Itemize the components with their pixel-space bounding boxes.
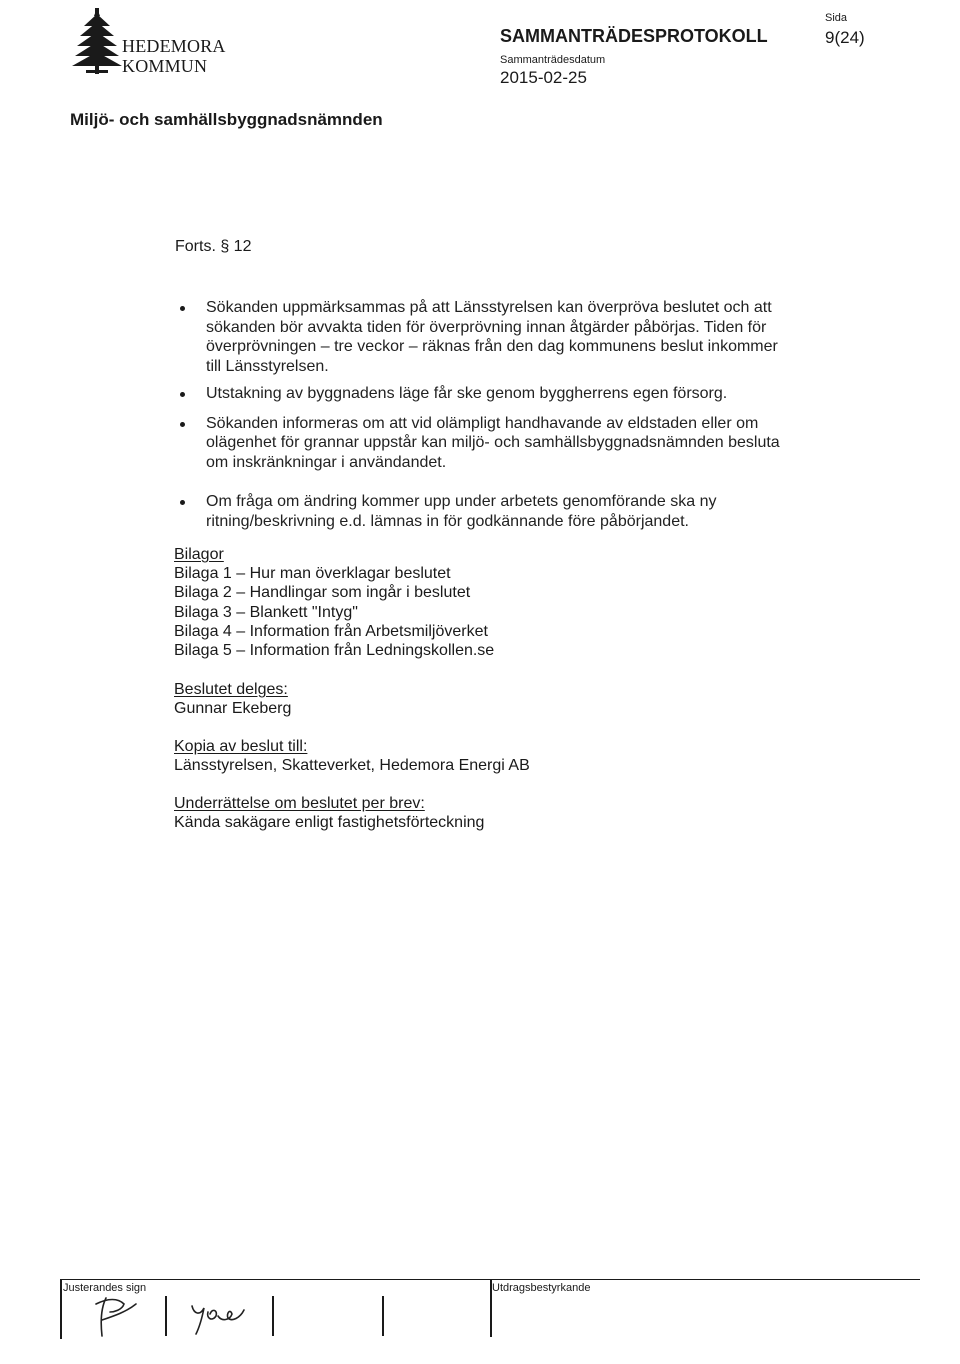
decision-notified-section [174, 680, 774, 718]
attachment-item: Bilaga 4 – Information från Arbetsmiljöverket [174, 622, 488, 640]
attachments-section [174, 545, 774, 660]
committee-name: Miljö- och samhällsbyggnadsnämnden [70, 110, 383, 129]
bullet-icon [180, 422, 185, 427]
list-item [175, 384, 795, 404]
letter-notice-recipients: Kända sakägare enligt fastighetsförteckning [174, 814, 485, 832]
page-number: 9(24) [825, 28, 865, 47]
extract-certification-label: Utdragsbestyrkande [492, 1282, 591, 1294]
document-title: SAMMANTRÄDESPROTOKOLL [500, 26, 768, 46]
letter-notice-section [174, 794, 774, 832]
meeting-date-label: Sammanträdesdatum [500, 54, 606, 66]
continued-section-heading: Forts. § 12 [175, 238, 252, 255]
attachment-item: Bilaga 1 – Hur man överklagar beslutet [174, 565, 451, 583]
list-item [175, 492, 795, 531]
logo-name-line1: HEDEMORA [122, 36, 226, 56]
page-label: Sida [825, 12, 848, 24]
attachments-heading: Bilagor [174, 546, 224, 563]
bullet-icon [180, 392, 185, 397]
signature-divider [165, 1296, 167, 1336]
copy-to-recipients: Länsstyrelsen, Skatteverket, Hedemora Energi AB [174, 757, 530, 775]
list-item-text: Sökanden uppmärksammas på att Länsstyrelsen kan överpröva beslutet och att sökanden bör avvakta tiden för överprövning innan åtgärder påbörjas. Tiden för överprövningen – tre veckor – räknas från den dag kommunens beslut inkommer till Länsstyrelsen. [206, 299, 778, 375]
attachment-item: Bilaga 5 – Information från Ledningskollen.se [174, 642, 495, 660]
signature-divider [382, 1296, 384, 1336]
bullet-icon [180, 306, 185, 311]
signature-divider [272, 1296, 274, 1336]
copy-to-heading: Kopia av beslut till: [174, 738, 308, 755]
decision-notified-recipient: Gunnar Ekeberg [174, 700, 292, 718]
list-item-text: Om fråga om ändring kommer upp under arbetets genomförande ska ny ritning/beskrivning e.d. lämnas in för godkännande före påbörjandet. [206, 493, 717, 530]
municipality-logo [72, 6, 232, 84]
list-item [175, 298, 795, 376]
bullet-icon [180, 500, 185, 505]
attachment-item: Bilaga 3 – Blankett "Intyg" [174, 603, 358, 621]
list-item [175, 414, 795, 473]
handwritten-signature-2 [186, 1292, 256, 1338]
attachment-item: Bilaga 2 – Handlingar som ingår i beslutet [174, 584, 471, 602]
logo-name-line2: KOMMUN [122, 56, 208, 76]
list-item-text: Sökanden informeras om att vid olämpligt handhavande av eldstaden eller om olägenhet för grannar uppstår kan miljö- och samhällsbyggnadsnämnden besluta om inskränkningar i användandet. [206, 414, 780, 471]
meeting-date-value: 2015-02-25 [500, 68, 587, 87]
decision-notified-heading: Beslutet delges: [174, 681, 288, 698]
list-item-text: Utstakning av byggnadens läge får ske genom byggherrens egen försorg. [206, 385, 728, 402]
adjuster-signature-label: Justerandes sign [63, 1282, 147, 1294]
copy-to-section [174, 737, 774, 775]
logo-name [122, 36, 226, 76]
decision-conditions-list [175, 298, 795, 531]
handwritten-signature-1 [88, 1290, 148, 1342]
letter-notice-heading: Underrättelse om beslutet per brev: [174, 795, 425, 812]
fir-tree-logo-icon [72, 6, 122, 78]
